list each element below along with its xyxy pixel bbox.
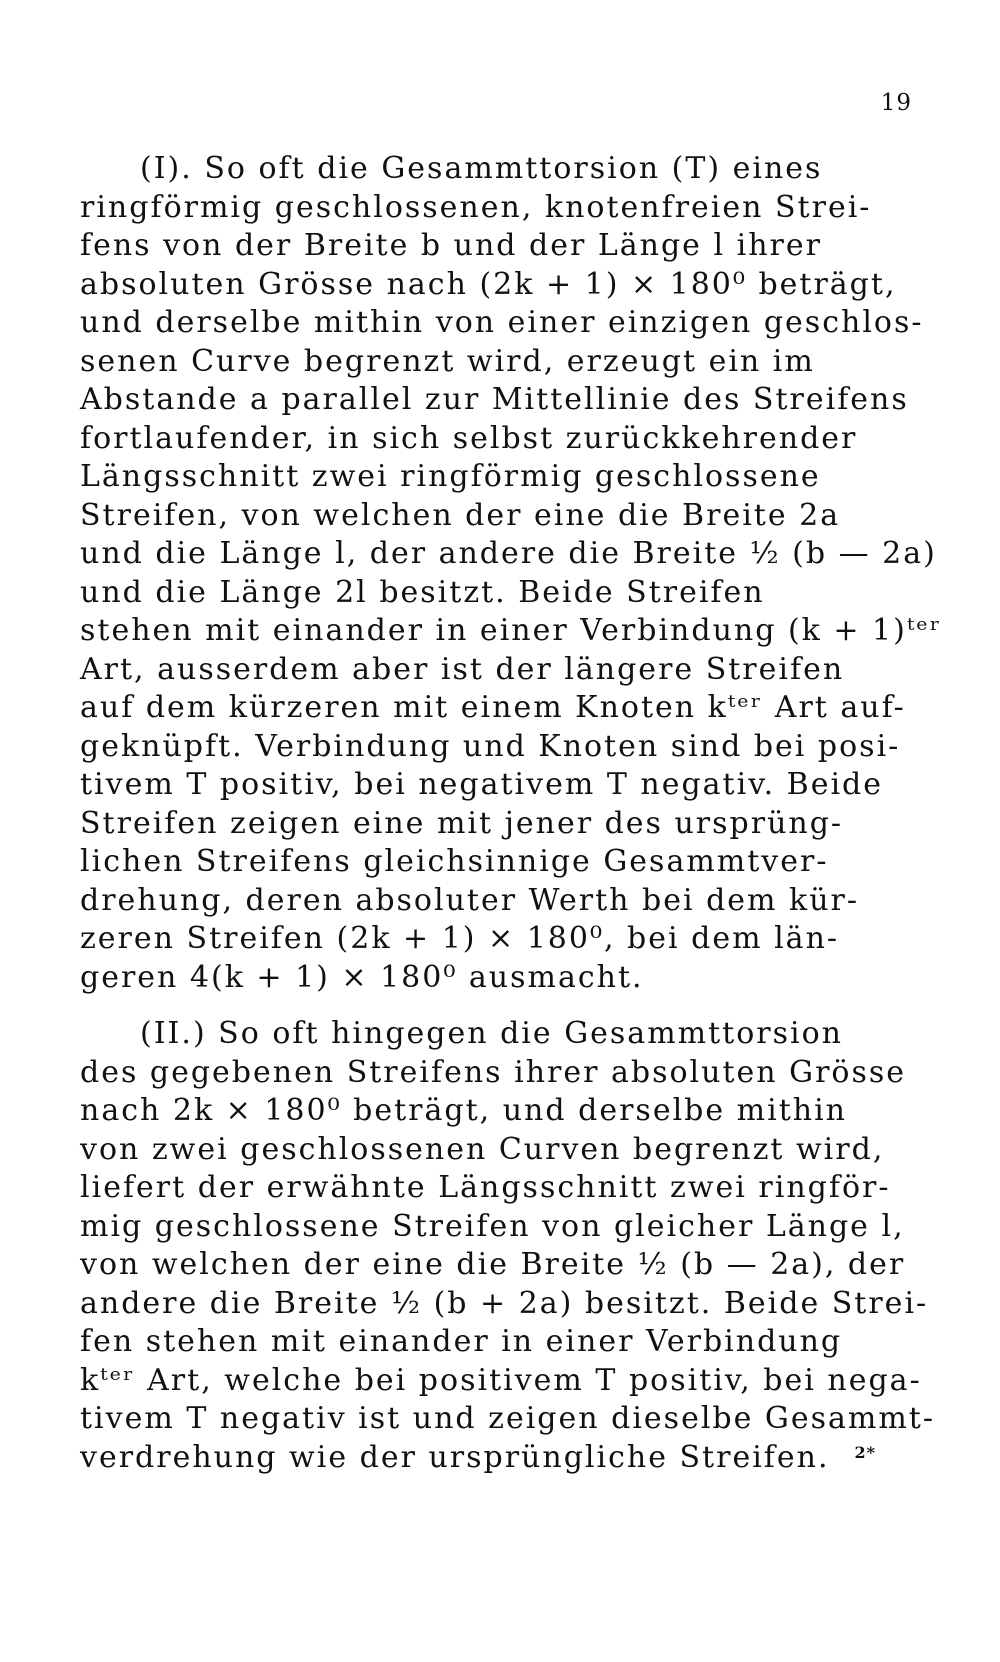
signature-mark: 2*	[854, 1443, 876, 1462]
paragraph-2-line-11: tivem T negativ ist und zeigen dieselbe Gesammt-	[80, 1401, 935, 1436]
paragraph-1-line-15: auf dem kürzeren mit einem Knoten kᵗᵉʳ Art auf-	[80, 690, 906, 725]
page-number: 19	[880, 90, 912, 116]
paragraph-1-line-13: stehen mit einander in einer Verbindung (k + 1)ᵗᵉʳ	[80, 613, 943, 648]
paragraph-1-line-14: Art, ausserdem aber ist der längere Streifen	[80, 651, 845, 687]
paragraph-1-line-8: fortlaufender, in sich selbst zurückkehrender	[80, 420, 858, 456]
paragraph-1-line-21: zeren Streifen (2k + 1) × 180⁰, bei dem län-	[80, 921, 840, 956]
paragraph-2-line-5: liefert der erwähnte Längsschnitt zwei ringför-	[80, 1170, 891, 1205]
paragraph-1-line-19: lichen Streifens gleichsinnige Gesammtver-	[80, 844, 829, 879]
paragraph-1-line-5: und derselbe mithin von einer einzigen geschlos-	[80, 305, 924, 340]
paragraph-1-line-22: geren 4(k + 1) × 180⁰ ausmacht.	[80, 959, 644, 995]
paragraph-2	[80, 1015, 935, 1477]
paragraph-2-line-3: nach 2k × 180⁰ beträgt, und derselbe mithin	[80, 1093, 847, 1128]
paragraph-2-line-10: kᵗᵉʳ Art, welche bei positivem T positiv, bei nega-	[80, 1362, 922, 1398]
paragraph-2-line-12: verdrehung wie der ursprüngliche Streifen.	[80, 1439, 830, 1475]
paragraph-1-line-3: fens von der Breite b und der Länge l ihrer	[80, 228, 822, 263]
page-text	[80, 150, 943, 1477]
paragraph-1-line-12: und die Länge 2l besitzt. Beide Streifen	[80, 574, 765, 610]
paragraph-1-line-11: und die Länge l, der andere die Breite ½ (b — 2a)	[80, 536, 937, 571]
paragraph-2-line-7: von welchen der eine die Breite ½ (b — 2a), der	[80, 1247, 906, 1282]
paragraph-1-line-10: Streifen, von welchen der eine die Breite 2a	[80, 497, 841, 533]
paragraph-gap	[80, 997, 876, 1015]
paragraph-1-line-7: Abstande a parallel zur Mittellinie des Streifens	[80, 382, 909, 417]
paragraph-1-line-17: tivem T positiv, bei negativem T negativ. Beide	[80, 767, 884, 802]
paragraph-1-line-18: Streifen zeigen eine mit jener des ursprüng-	[80, 805, 844, 841]
paragraph-2-line-2: des gegebenen Streifens ihrer absoluten Grösse	[80, 1054, 907, 1090]
paragraph-2-line-9: fen stehen mit einander in einer Verbindung	[80, 1324, 843, 1359]
paragraph-1-line-1: (I). So oft die Gesammttorsion (T) eines	[140, 151, 823, 186]
paragraph-2-line-4: von zwei geschlossenen Curven begrenzt wird,	[80, 1131, 885, 1167]
paragraph-2-line-1: (II.) So oft hingegen die Gesammttorsion	[140, 1016, 843, 1051]
paragraph-1-line-2: ringförmig geschlossenen, knotenfreien Strei-	[80, 189, 872, 225]
paragraph-1-line-9: Längsschnitt zwei ringförmig geschlossene	[80, 459, 821, 494]
paragraph-1-line-20: drehung, deren absoluter Werth bei dem kür-	[80, 882, 860, 918]
paragraph-1	[80, 150, 943, 997]
paragraph-1-line-4: absoluten Grösse nach (2k + 1) × 180⁰ beträgt,	[80, 266, 897, 302]
paragraph-1-line-6: senen Curve begrenzt wird, erzeugt ein im	[80, 343, 815, 379]
paragraph-2-line-6: mig geschlossene Streifen von gleicher Länge l,	[80, 1208, 905, 1244]
paragraph-1-line-16: geknüpft. Verbindung und Knoten sind bei posi-	[80, 728, 901, 764]
paragraph-2-line-8: andere die Breite ½ (b + 2a) besitzt. Beide Strei-	[80, 1285, 929, 1321]
